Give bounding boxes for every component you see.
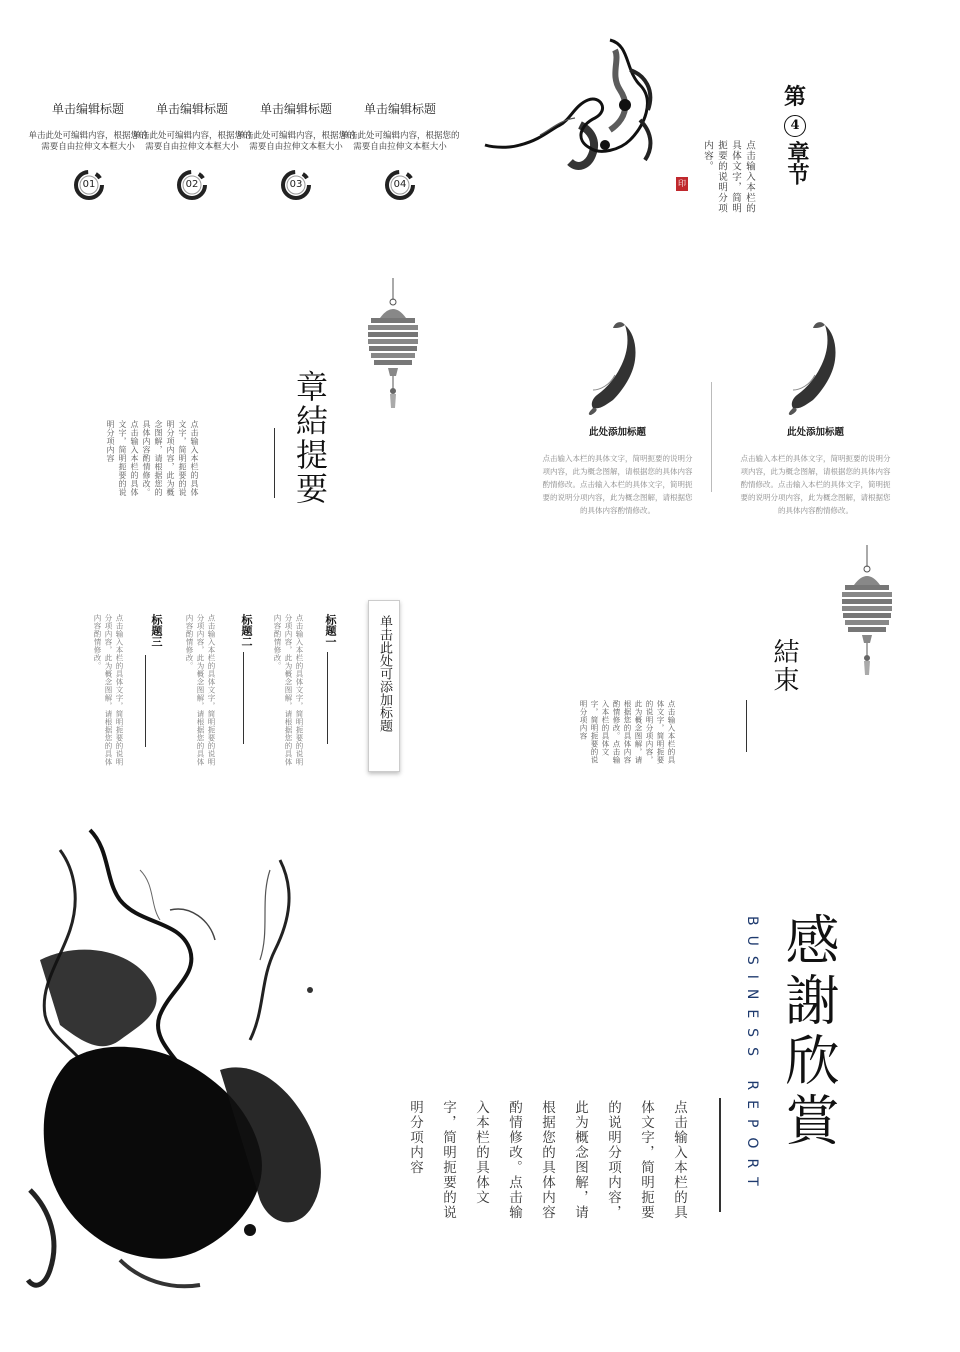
- heading-title[interactable]: 标题一: [324, 614, 337, 647]
- box-title: 单击此处可添加标题: [377, 615, 392, 732]
- seal-stamp: 印: [676, 177, 688, 191]
- ink-splash-image: [480, 30, 690, 180]
- divider: [145, 655, 146, 747]
- ink-splash-image: [20, 810, 360, 1300]
- thanks-subtitle[interactable]: BUSINESS REPORT: [744, 916, 760, 1196]
- lantern-icon: [368, 278, 418, 413]
- column-title[interactable]: 单击编辑标题: [259, 102, 332, 116]
- heading-desc[interactable]: 点击输入本栏的具体文字，简明扼要的说明分项内容，此为概念图解，请根据您的具体内容酌情修改。: [185, 614, 216, 766]
- divider: [243, 652, 244, 744]
- fish-item-title[interactable]: 此处添加标题: [588, 427, 646, 438]
- heading-desc[interactable]: 点击输入本栏的具体文字，简明扼要的说明分项内容，此为概念图解，请根据您的具体内容酌情修改。: [93, 614, 124, 766]
- koi-fish-image: [785, 320, 845, 415]
- column-desc[interactable]: 单击此处可编辑内容，根据您的需要自由拉伸文本框大小: [340, 131, 460, 152]
- column-desc[interactable]: 单击此处可编辑内容，根据您的需要自由拉伸文本框大小: [236, 131, 356, 152]
- ring-number: 01: [82, 179, 96, 190]
- ink-ring-icon: [279, 168, 313, 202]
- heading-desc[interactable]: 点击输入本栏的具体文字，简明扼要的说明分项内容，此为概念图解，请根据您的具体内容酌情修改。: [273, 614, 304, 766]
- ink-ring-icon: [72, 168, 106, 202]
- divider: [327, 652, 328, 744]
- column-title[interactable]: 单击编辑标题: [51, 102, 124, 116]
- chapter-suffix: 章节: [784, 141, 810, 185]
- fish-item-desc[interactable]: 点击输入本栏的具体文字，简明扼要的说明分项内容，此为概念图解，请根据您的具体内容酌情修改。点击输入本栏的具体文字，简明扼要的说明分项内容，此为概念图解，请根据您的具体内容酌情修改。: [542, 454, 693, 515]
- divider: [719, 1098, 721, 1212]
- summary-title[interactable]: 章結提要: [291, 370, 329, 506]
- ring-number: 04: [393, 179, 407, 190]
- fish-item-title[interactable]: 此处添加标题: [786, 427, 844, 438]
- end-desc[interactable]: 点击输入本栏的具体文字，简明扼要的说明分项内容，此为概念图解，请根据您的具体内容酌情修改。点击输入本栏的具体文字，简明扼要的说明分项内容: [579, 700, 676, 764]
- chapter-number: 4: [790, 118, 800, 133]
- column-desc[interactable]: 单击此处可编辑内容，根据您的需要自由拉伸文本框大小: [28, 131, 148, 152]
- column-desc[interactable]: 单击此处可编辑内容，根据您的需要自由拉伸文本框大小: [132, 131, 252, 152]
- column-2: [132, 100, 252, 153]
- title-box[interactable]: [368, 600, 400, 772]
- ring-number: 03: [289, 179, 303, 190]
- column-4: [340, 100, 460, 153]
- divider: [711, 382, 712, 492]
- thanks-title[interactable]: 感謝欣賞: [777, 912, 840, 1152]
- end-title[interactable]: 結束: [769, 638, 799, 694]
- ink-ring-icon: [383, 168, 417, 202]
- heading-title[interactable]: 标题二: [240, 614, 253, 647]
- column-1: [28, 100, 148, 153]
- summary-desc[interactable]: 点击输入本栏的具体文字，简明扼要的说明分项内容，此为概念图解，请根据您的具体内容酌情修改。点击输入本栏的具体文字，简明扼要的说明分项内容: [106, 420, 199, 497]
- column-3: [236, 100, 356, 153]
- chapter-prefix: 第: [783, 84, 806, 110]
- thanks-desc[interactable]: 点击输入本栏的具体文字，简明扼要的说明分项内容，此为概念图解，请根据您的具体内容酌情修改。点击输入本栏的具体文字，简明扼要的说明分项内容: [407, 1100, 687, 1220]
- ink-ring-icon: [175, 168, 209, 202]
- fish-item-desc[interactable]: 点击输入本栏的具体文字，简明扼要的说明分项内容，此为概念图解，请根据您的具体内容酌情修改。点击输入本栏的具体文字，简明扼要的说明分项内容，此为概念图解，请根据您的具体内容酌情修改。: [740, 454, 891, 515]
- heading-title[interactable]: 标题三: [150, 614, 163, 647]
- chapter-desc[interactable]: 点击输入本栏的具体文字，简明扼要的说明分项内容。: [702, 140, 755, 214]
- column-title[interactable]: 单击编辑标题: [155, 102, 228, 116]
- lantern-icon: [842, 545, 892, 680]
- chapter-title: [782, 80, 808, 185]
- koi-fish-image: [585, 320, 645, 415]
- ring-number: 02: [185, 179, 199, 190]
- divider: [274, 428, 275, 498]
- divider: [746, 700, 747, 752]
- chapter-number-circle: [784, 115, 806, 137]
- column-title[interactable]: 单击编辑标题: [363, 102, 436, 116]
